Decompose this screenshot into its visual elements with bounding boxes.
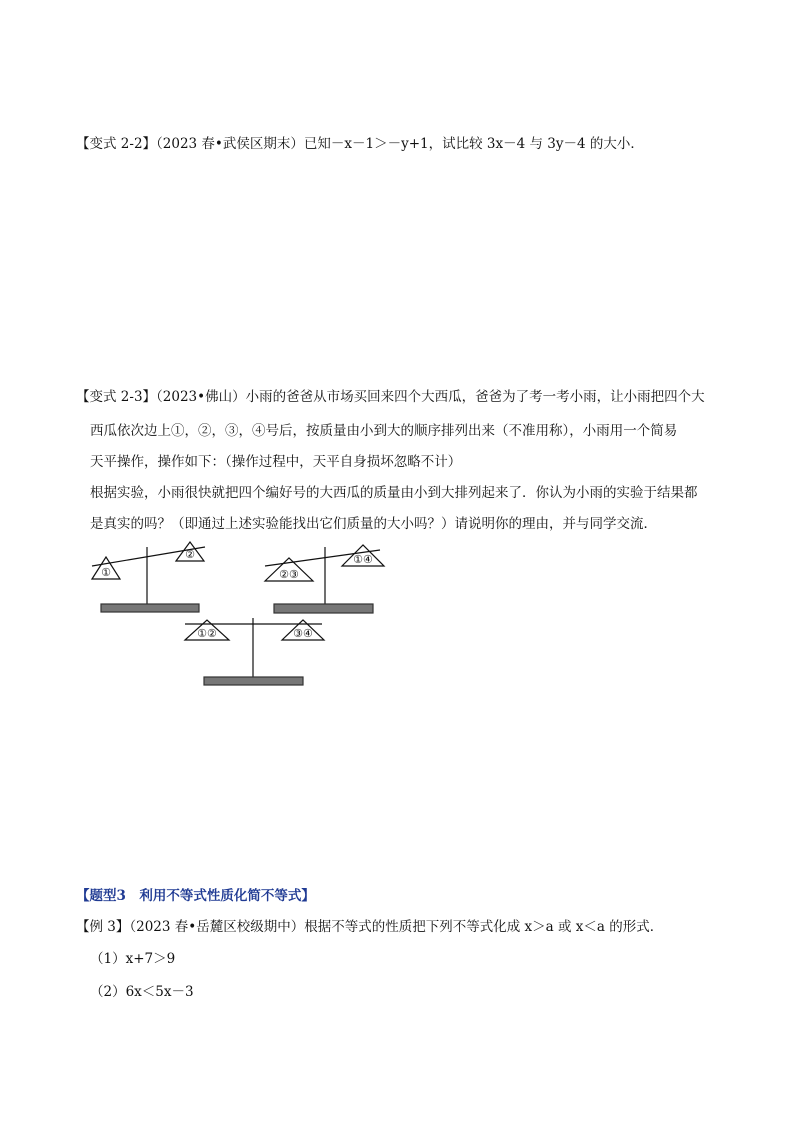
- question-2-3-line-2: 西瓜依次边上①，②，③，④号后，按质量由小到大的顺序排列出来（不准用称），小雨用一个简易: [90, 423, 678, 439]
- example-3-item-2: （2）6x＜5x－3: [90, 984, 194, 1000]
- question-2-3-line-5: 是真实的吗？（即通过上述实验能找出它们质量的大小吗？）请说明你的理由，并与同学交流．: [90, 516, 657, 532]
- section-heading: 【题型3 利用不等式性质化简不等式】: [76, 888, 315, 904]
- scale-2-left-label: ②③: [279, 568, 299, 581]
- question-2-3-line-1: 【变式 2-3】（2023•佛山）小雨的爸爸从市场买回来四个大西瓜，爸爸为了考一考小雨，让小雨把四个大: [76, 389, 705, 405]
- scale-1-left-label: ①: [101, 566, 111, 579]
- question-2-2: 【变式 2-2】（2023 春•武侯区期末）已知－x－1＞－y+1，试比较 3x－4 与 3y－4 的大小．: [76, 136, 644, 152]
- question-2-3-line-3: 天平操作，操作如下：（操作过程中，天平自身损坏忽略不计）: [90, 454, 462, 470]
- question-2-3-line-4: 根据实验，小雨很快就把四个编好号的大西瓜的质量由小到大排列起来了．你认为小雨的实验于结果都: [90, 485, 698, 501]
- example-3-item-1: （1）x+7＞9: [90, 951, 176, 967]
- scale-3-left-label: ①②: [197, 627, 217, 640]
- scale-2-right-label: ①④: [353, 553, 373, 566]
- scale-1-right-label: ②: [185, 548, 195, 561]
- example-3: 【例 3】（2023 春•岳麓区校级期中）根据不等式的性质把下列不等式化成 x＞a 或 x＜a 的形式．: [76, 919, 664, 935]
- scale-3-right-label: ③④: [293, 627, 313, 640]
